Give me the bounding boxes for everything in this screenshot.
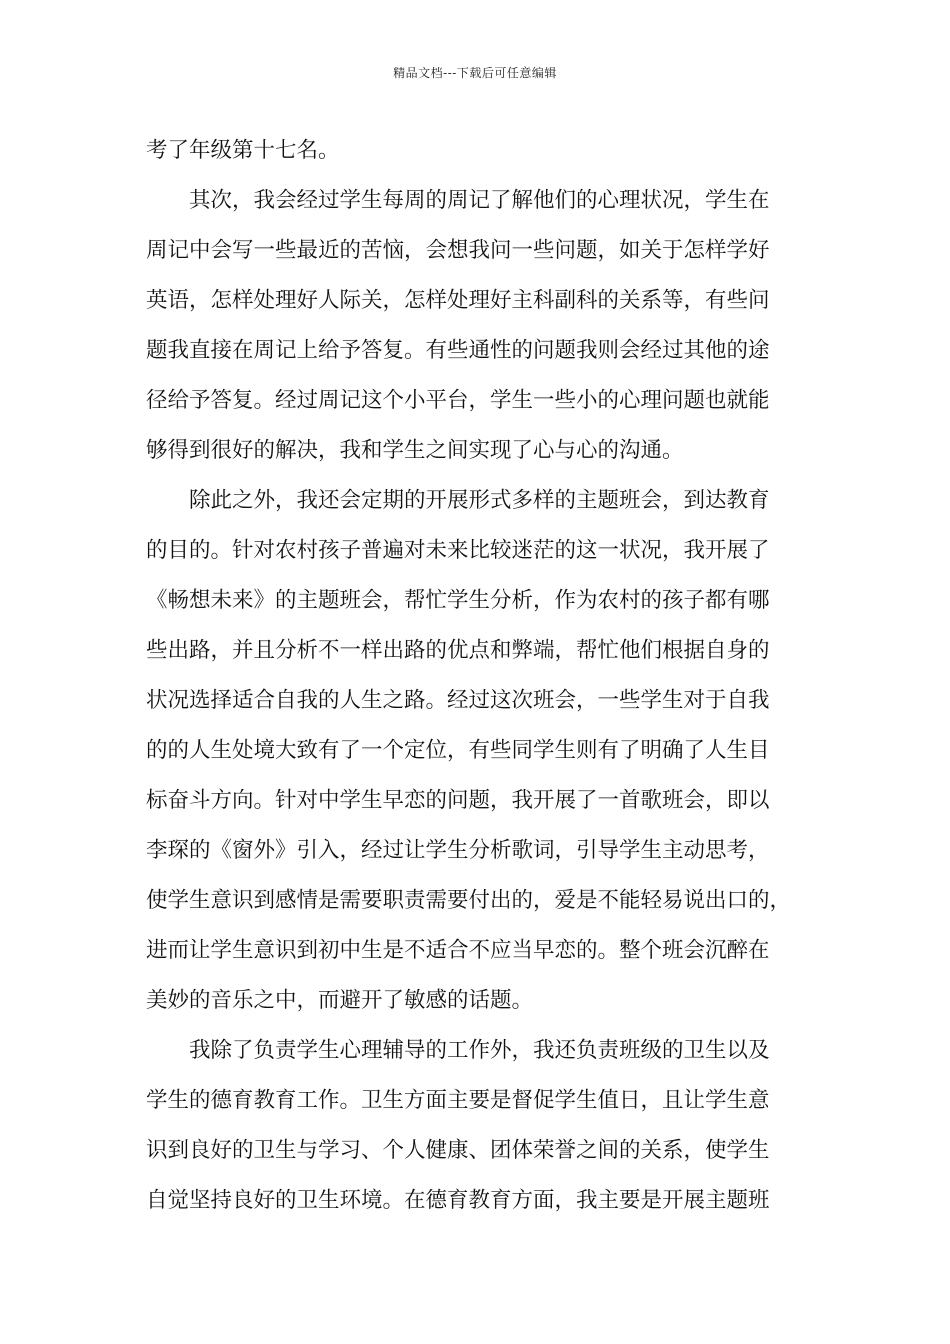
text-line: 考了年级第十七名。 [146,138,340,163]
text-line: 李琛的《窗外》引入，经过让学生分析歌词，引导学生主动思考， [146,838,770,863]
text-line: 标奋斗方向。针对中学生早恋的问题，我开展了一首歌班会，即以 [146,788,770,813]
text-line: 的目的。针对农村孩子普遍对未来比较迷茫的这一状况，我开展了 [146,538,770,563]
page-header: 精品文档---下载后可任意编辑 [393,66,557,80]
text-line: 美妙的音乐之中，而避开了敏感的话题。 [146,988,534,1013]
text-line: 使学生意识到感情是需要职责需要付出的，爱是不能轻易说出口的， [146,888,792,913]
text-line: 的的人生处境大致有了一个定位，有些同学生则有了明确了人生目 [146,738,770,763]
paragraph-start-line: 除此之外，我还会定期的开展形式多样的主题班会，到达教育 [189,488,770,513]
text-line: 周记中会写一些最近的苦恼，会想我问一些问题，如关于怎样学好 [146,238,770,263]
body-text [146,126,818,1226]
text-line: 够得到很好的解决，我和学生之间实现了心与心的沟通。 [146,438,684,463]
text-line: 进而让学生意识到初中生是不适合不应当早恋的。整个班会沉醉在 [146,938,770,963]
text-line: 状况选择适合自我的人生之路。经过这次班会，一些学生对于自我 [146,688,770,713]
text-line: 题我直接在周记上给予答复。有些通性的问题我则会经过其他的途 [146,338,770,363]
text-line: 英语，怎样处理好人际关，怎样处理好主科副科的关系等，有些问 [146,288,770,313]
text-line: 识到良好的卫生与学习、个人健康、团体荣誉之间的关系，使学生 [146,1138,770,1163]
paragraph-start-line: 其次，我会经过学生每周的周记了解他们的心理状况，学生在 [189,188,770,213]
text-line: 学生的德育教育工作。卫生方面主要是督促学生值日，且让学生意 [146,1088,770,1113]
text-line: 径给予答复。经过周记这个小平台，学生一些小的心理问题也就能 [146,388,770,413]
text-line: 些出路，并且分析不一样出路的优点和弊端，帮忙他们根据自身的 [146,638,770,663]
paragraph-start-line: 我除了负责学生心理辅导的工作外，我还负责班级的卫生以及 [189,1038,770,1063]
text-line: 自觉坚持良好的卫生环境。在德育教育方面，我主要是开展主题班 [146,1188,770,1213]
text-line: 《畅想未来》的主题班会，帮忙学生分析，作为农村的孩子都有哪 [146,588,770,613]
